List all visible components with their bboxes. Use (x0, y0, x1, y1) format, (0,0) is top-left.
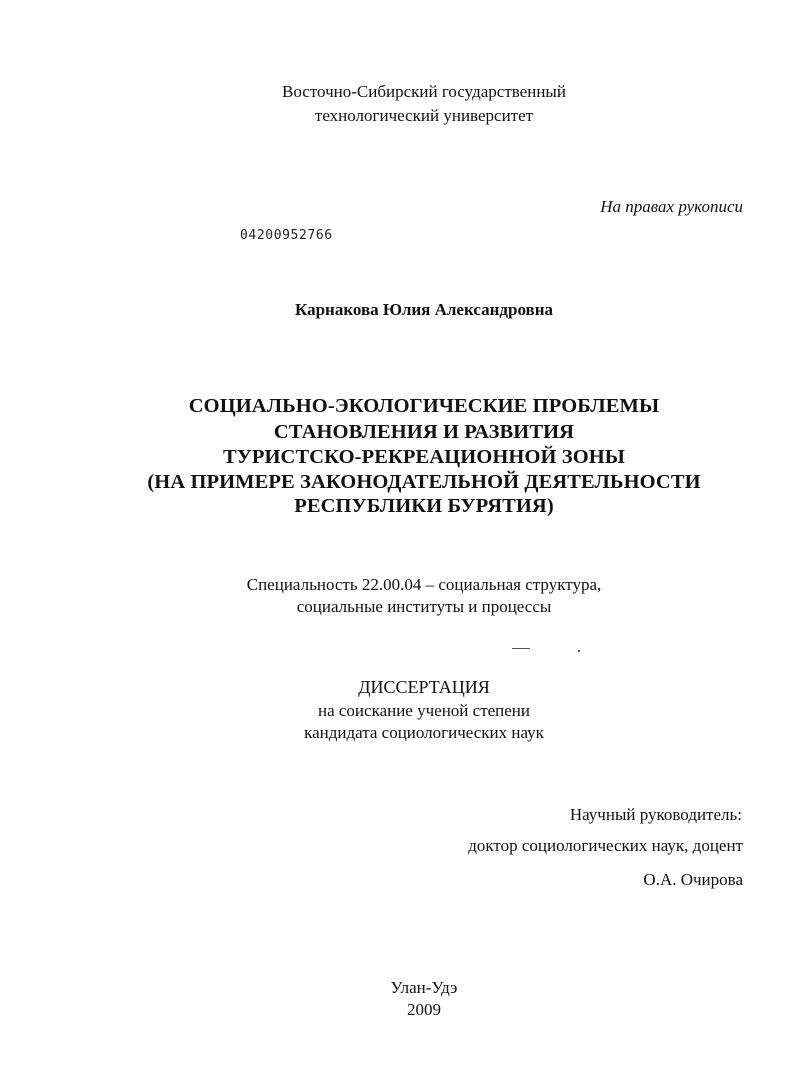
degree-line-1: на соискание ученой степени (317, 701, 531, 720)
institution-line-2: технологический университет (314, 106, 534, 125)
institution-line-1: Восточно-Сибирский государственный (282, 82, 566, 101)
registration-number: 04200952766 (240, 228, 333, 243)
specialty-line-2: социальные институты и процессы (296, 597, 552, 616)
scan-mark (512, 648, 530, 649)
scan-mark (578, 650, 580, 652)
title-line-1: СОЦИАЛЬНО-ЭКОЛОГИЧЕСКИЕ ПРОБЛЕМЫ (188, 395, 660, 417)
supervisor-credentials: доктор социологических наук, доцент (468, 836, 743, 855)
title-line-5: РЕСПУБЛИКИ БУРЯТИЯ) (294, 495, 554, 517)
footer-city: Улан-Удэ (390, 978, 458, 997)
title-line-2: СТАНОВЛЕНИЯ И РАЗВИТИЯ (273, 421, 575, 443)
degree-heading: ДИССЕРТАЦИЯ (358, 677, 490, 697)
specialty-line-1: Специальность 22.00.04 – социальная структура, (246, 575, 602, 594)
footer-year: 2009 (407, 1000, 441, 1019)
author-name: Карнакова Юлия Александровна (294, 300, 554, 319)
title-line-4: (НА ПРИМЕРЕ ЗАКОНОДАТЕЛЬНОЙ ДЕЯТЕЛЬНОСТИ (147, 471, 701, 493)
supervisor-name: О.А. Очирова (643, 870, 743, 889)
manuscript-note: На правах рукописи (600, 197, 743, 216)
degree-line-2: кандидата социологических наук (304, 723, 544, 742)
supervisor-label: Научный руководитель: (569, 805, 742, 824)
title-line-3: ТУРИСТСКО-РЕКРЕАЦИОННОЙ ЗОНЫ (222, 446, 626, 468)
